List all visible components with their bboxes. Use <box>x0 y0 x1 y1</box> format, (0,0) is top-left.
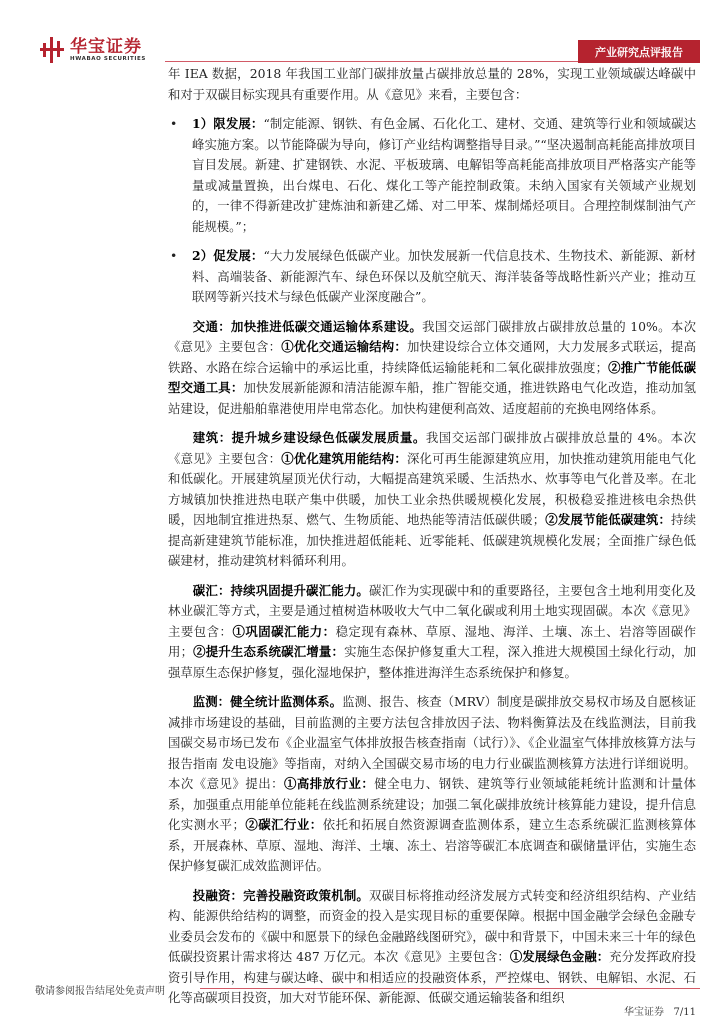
paragraph <box>168 581 696 684</box>
logo-cn: 华宝证券 <box>70 37 142 57</box>
text-run: 实施生态保护修复重大工程，深入推进大规模国土绿化行动，加强草原生态保护修复，强化湿地保护，整体推进海洋生态系统保护和修复。 <box>168 644 697 680</box>
footer-page-info <box>624 1003 696 1018</box>
company-logo <box>40 36 146 64</box>
footer-company: 华宝证券 <box>623 1007 664 1018</box>
text-run: 年 IEA 数据，2018 年我国工业部门碳排放量占碳排放总量的 28%，实现工业领域碳达峰碳中和对于双碳目标实现具有重要作用。从《意见》来看，主要包含： <box>168 66 696 102</box>
text-run: 双碳目标将推动经济发展方式转变和经济组织结构、产业结构、能源供给结构的调整，而资金的投入是实现目标的重要保障。根据中国金融学会绿色金融专业委员会发布的《碳中和愿景下的绿色金融路线图研究》，碳中和背景下，中国未来三十年的绿色低碳投资累计需求将达 487 万亿元。本次《意见》主要包含： <box>168 887 697 964</box>
text-run: 加快建设综合立体交通网，大力发展多式联运，提高铁路、水路在综合运输中的承运比重，持续降低运输能耗和二氧化碳排放强度； <box>168 339 697 375</box>
bold-heading: ①巩固碳汇能力： <box>232 623 336 639</box>
bold-heading: 交通：加快推进低碳交通运输体系建设。 <box>192 318 423 334</box>
footer-divider <box>200 988 700 989</box>
bold-heading: 建筑：提升城乡建设绿色低碳发展质量。 <box>192 430 426 445</box>
bullet-icon: • <box>170 248 178 263</box>
report-body <box>168 64 696 1018</box>
text-run: 碳汇作为实现碳中和的重要路径，主要包含土地利用变化及林业碳汇等方式，主要是通过植树造林吸收大气中二氧化碳或利用土地实现固碳。本次《意见》主要包含： <box>168 582 697 639</box>
text-run: 充分发挥政府投资引导作用，构建与碳达峰、碳中和相适应的投融资体系，严控煤电、钢铁、电解铝、水泥、石化等高碳项目投资，加大对节能环保、新能源、低碳交通运输装备和组织 <box>168 949 697 1005</box>
footer-disclaimer: 敬请参阅报告结尾处免责声明 <box>35 986 165 997</box>
bold-heading: 投融资：完善投融资政策机制。 <box>192 887 369 903</box>
bullet-item <box>168 246 696 308</box>
bold-heading: ①优化交通运输结构： <box>281 339 407 354</box>
paragraph <box>168 886 696 1009</box>
bold-heading: ②发展节能低碳建筑： <box>545 512 672 527</box>
paragraph <box>168 692 696 877</box>
bullet-item <box>168 114 696 237</box>
bold-heading: 监测：健全统计监测体系。 <box>192 694 343 709</box>
bullet-icon: • <box>170 116 178 131</box>
header-divider <box>165 61 580 62</box>
text-run: “大力发展绿色低碳产业。加快发展新一代信息技术、生物技术、新能源、新材料、高端装备、新能源汽车、绿色环保以及航空航天、海洋装备等战略性新兴产业；推动互联网等新兴技术与绿色低碳产业深度融合”。 <box>192 248 696 304</box>
text-run: 持续提高新建建筑节能标准，加快推进超低能耗、近零能耗、低碳建筑规模化发展；全面推广绿色低碳建材，推动建筑材料循环利用。 <box>168 512 697 568</box>
bold-heading: ①发展绿色金融： <box>509 949 610 964</box>
bold-heading: 2）促发展： <box>192 248 264 263</box>
text-run: 我国交运部门碳排放占碳排放总量的 10%。本次《意见》主要包含： <box>168 318 697 354</box>
bold-heading: ①高排放行业： <box>284 776 375 791</box>
text-run: 依托和拓展自然资源调查监测体系，建立生态系统碳汇监测核算体系，开展森林、草原、湿地、海洋、土壤、冻土、岩溶等碳汇本底调查和碳储量评估，实施生态保护修复碳汇成效监测评估。 <box>168 817 697 873</box>
report-type-badge: 产业研究点评报告 <box>578 40 700 63</box>
logo-mark-icon <box>40 37 64 63</box>
text-run: 监测、报告、核查（MRV）制度是碳排放交易权市场及自愿核证减排市场建设的基础，目前监测的主要方法包含排放因子法、物料衡算法及在线监测法，目前我国碳交易市场已发布《企业温室气体排放报告核查指南（试行）》、《企业温室气体排放核算方法与报告指南 发电设施》等指南，对纳入全国碳交易市场的电力行业碳监测核算方法进行详细说明。本次《意见》提出： <box>168 694 696 791</box>
paragraph <box>168 428 696 572</box>
text-run: 加快发展新能源和清洁能源车船，推广智能交通，推进铁路电气化改造，推动加氢站建设，促进船舶靠港使用岸电常态化。加快构建便利高效、适度超前的充换电网络体系。 <box>168 380 697 416</box>
paragraph <box>168 317 696 420</box>
bold-heading: ②推广节能低碳型交通工具： <box>168 359 696 395</box>
text-run: 稳定现有森林、草原、湿地、海洋、土壤、冻土、岩溶等固碳作用； <box>168 623 697 659</box>
bold-heading: 1）限发展： <box>192 116 264 131</box>
text-run: “制定能源、钢铁、有色金属、石化化工、建材、交通、建筑等行业和领域碳达峰实施方案。以节能降碳为导向，修订产业结构调整指导目录。”“坚决遏制高耗能高排放项目盲目发展。新建、扩建钢铁、水泥、平板玻璃、电解铝等高耗能高排放项目严格落实产能等量或减量置换，出台煤电、石化、煤化工等产能控制政策。未纳入国家有关领域产业规划的，一律不得新建改扩建炼油和新建乙烯、对二甲苯、煤制烯烃项目。合理控制煤制油气产能规模。”； <box>192 116 696 234</box>
logo-en: HWABAO SECURITIES <box>70 56 146 62</box>
bold-heading: ②提升生态系统碳汇增量： <box>192 644 345 659</box>
text-run: 我国交运部门碳排放占碳排放总量的 4%。本次《意见》主要包含： <box>168 430 696 466</box>
bold-heading: 碳汇：持续巩固提升碳汇能力。 <box>192 582 369 598</box>
bold-heading: ②碳汇行业： <box>244 817 323 832</box>
paragraph <box>168 64 696 105</box>
page-number: 7/11 <box>673 1007 696 1018</box>
text-run: 健全电力、钢铁、建筑等行业领域能耗统计监测和计量体系，加强重点用能单位能耗在线监测系统建设；加强二氧化碳排放统计核算能力建设，提升信息化实测水平； <box>168 776 697 832</box>
text-run: 深化可再生能源建筑应用，加快推动建筑用能电气化和低碳化。开展建筑屋顶光伏行动，大幅提高建筑采暖、生活热水、炊事等电气化普及率。在北方城镇加快推进热电联产集中供暖，加快工业余热供暖规模化发展，积极稳妥推进核电余热供暖，因地制宜推进热泵、燃气、生物质能、地热能等清洁低碳供暖； <box>168 450 697 527</box>
bold-heading: ①优化建筑用能结构： <box>281 450 407 466</box>
